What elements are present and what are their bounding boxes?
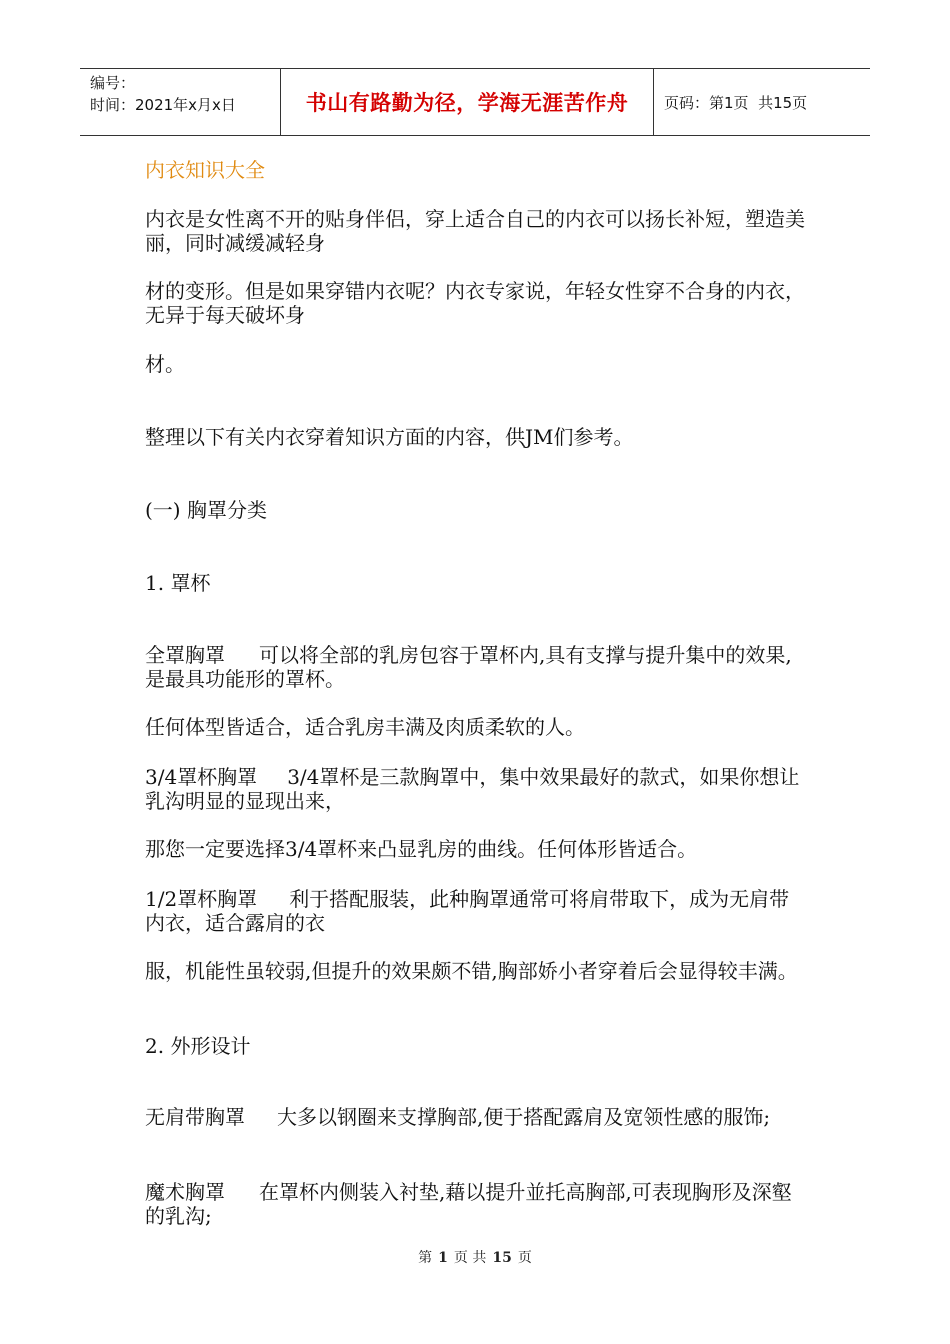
paragraph-intro-3: 材。 — [145, 352, 185, 376]
desc-three-quarter-cup: 3/4罩杯是三款胸罩中，集中效果最好的款式，如果你想让乳沟明显的显现出来， — [145, 765, 800, 813]
term-three-quarter-cup: 3/4罩杯胸罩 — [145, 765, 258, 789]
desc-full-cup: 可以将全部的乳房包容于罩杯内,具有支撑与提升集中的效果,是最具功能形的罩杯。 — [145, 643, 792, 691]
term-half-cup: 1/2罩杯胸罩 — [145, 887, 258, 911]
desc-half-cup: 利于搭配服装，此种胸罩通常可将肩带取下，成为无肩带内衣，适合露肩的衣 — [145, 887, 790, 935]
term-full-cup: 全罩胸罩 — [145, 643, 225, 667]
header-meta — [80, 69, 281, 135]
header-page-cell — [654, 69, 870, 135]
desc-magic: 在罩杯内侧装入衬垫,藉以提升並托高胸部,可表现胸形及深壑的乳沟; — [145, 1180, 792, 1228]
paragraph-three-quarter-cup — [145, 765, 805, 813]
paragraph-three-quarter-cup-2: 那您一定要选择3/4罩杯来凸显乳房的曲线。任何体形皆适合。 — [145, 837, 698, 861]
footer-mid: 页 共 — [453, 1250, 487, 1266]
document-time-label: 时间：2021年x月x日 — [90, 96, 236, 114]
paragraph-strapless — [145, 1105, 805, 1129]
document-number-label: 编号： — [90, 74, 136, 92]
desc-strapless: 大多以钢圈来支撑胸部,便于搭配露肩及宽领性感的服饰; — [277, 1105, 771, 1129]
paragraph-half-cup — [145, 887, 805, 935]
paragraph-intro-1: 内衣是女性离不开的贴身伴侣，穿上适合自己的内衣可以扬长补短，塑造美丽，同时减缓减轻身 — [145, 207, 805, 255]
paragraph-full-cup — [145, 643, 805, 691]
paragraph-magic — [145, 1180, 805, 1228]
paragraph-half-cup-2: 服，机能性虽较弱,但提升的效果颇不错,胸部娇小者穿着后会显得较丰满。 — [145, 959, 798, 983]
subheading-shape-design: 2. 外形设计 — [145, 1034, 251, 1058]
page-header — [80, 68, 870, 136]
header-motto: 书山有路勤为径，学海无涯苦作舟 — [305, 91, 629, 115]
paragraph-full-cup-2: 任何体型皆适合，适合乳房丰满及肉质柔软的人。 — [145, 715, 585, 739]
paragraph-intro-4: 整理以下有关内衣穿着知识方面的内容，供JM们参考。 — [145, 425, 634, 449]
page-footer — [0, 1247, 950, 1267]
term-magic: 魔术胸罩 — [145, 1180, 225, 1204]
subheading-cup: 1. 罩杯 — [145, 571, 211, 595]
header-motto-cell — [281, 69, 654, 135]
footer-suffix: 页 — [517, 1250, 532, 1266]
paragraph-intro-2: 材的变形。但是如果穿错内衣呢？内衣专家说，年轻女性穿不合身的内衣，无异于每天破坏身 — [145, 279, 805, 327]
section-heading-bra-types: (一) 胸罩分类 — [145, 498, 267, 522]
footer-page-number: 1 — [438, 1250, 448, 1266]
header-page-label: 页码：第1页 共15页 — [664, 93, 808, 112]
document-title: 内衣知识大全 — [145, 158, 265, 182]
footer-total-pages: 15 — [492, 1250, 512, 1266]
footer-prefix: 第 — [418, 1250, 433, 1266]
term-strapless: 无肩带胸罩 — [145, 1105, 245, 1129]
